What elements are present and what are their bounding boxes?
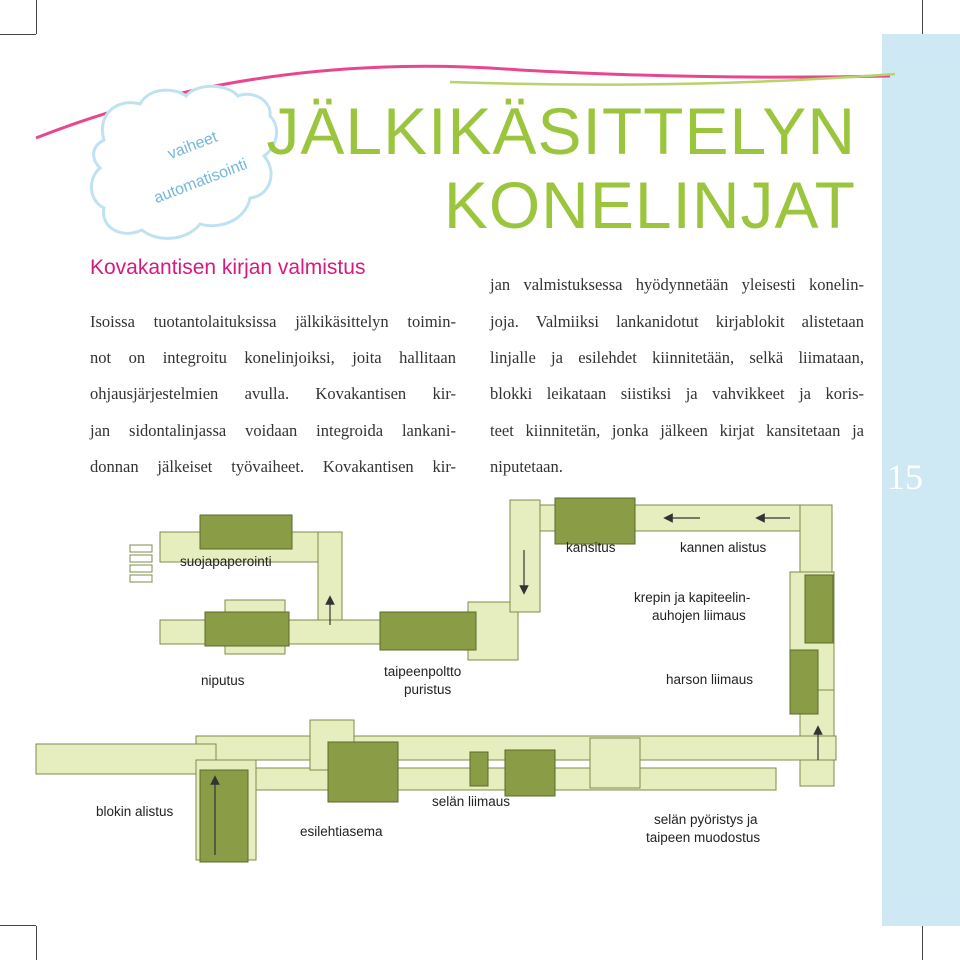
left-paragraph-line: jan sidontalinjassa voidaan integroida lankani- — [90, 421, 456, 440]
label-kannen-alistus: kannen alistus — [680, 540, 767, 555]
page-title-line2: KONELINJAT — [443, 168, 856, 242]
machine-harson-liimaus — [790, 650, 818, 714]
small-feed-plate — [130, 545, 152, 552]
conveyor-segment — [800, 505, 832, 580]
page-number: 15 — [887, 457, 923, 497]
label-taipeenpoltto: taipeenpoltto — [384, 664, 462, 679]
label-selan-pyoristys-line1: selän pyöristys ja — [654, 812, 758, 827]
label-esilehtiasema: esilehtiasema — [300, 824, 383, 839]
machine-blokin-alistus — [200, 770, 248, 862]
label-selan-pyoristys-line2: taipeen muodostus — [646, 830, 761, 845]
cloud-word-vaiheet: vaiheet — [165, 128, 220, 164]
right-paragraph-line: linjalle ja esilehdet kiinnitetään, selkä liimataan, — [490, 348, 864, 367]
label-suojapaperointi: suojapaperointi — [180, 554, 272, 569]
small-feed-plate — [130, 575, 152, 582]
label-krepin-line2: auhojen liimaus — [652, 608, 746, 623]
label-puristus: puristus — [404, 682, 452, 697]
left-paragraph-line: ohjausjärjestelmien avulla. Kovakantisen kir- — [90, 384, 456, 403]
machine-suojapaperointi — [200, 515, 292, 549]
right-paragraph-line: joja. Valmiiksi lankanidotut kirjablokit alistetaan — [490, 312, 864, 331]
left-paragraph-line: Isoissa tuotantolaituksissa jälkikäsittelyn toimin- — [90, 312, 456, 331]
small-feed-plate — [130, 565, 152, 572]
left-paragraph-line: not on integroitu konelinjoiksi, joita hallitaan — [90, 348, 456, 367]
machine-selan-liimaus-block — [470, 752, 488, 786]
machine-niputus — [205, 612, 289, 646]
conveyor-segment — [590, 738, 640, 788]
label-kansitus: kansitus — [566, 540, 616, 555]
label-harson-liimaus: harson liimaus — [666, 672, 754, 687]
machine-kansitus — [555, 498, 635, 544]
label-krepin-line1: krepin ja kapiteelin- — [634, 590, 751, 605]
label-niputus: niputus — [201, 673, 245, 688]
machine-pyoristys — [505, 750, 555, 796]
machine-esilehtiasema — [328, 742, 398, 802]
right-paragraph-line: blokki leikataan siistiksi ja vahvikkeet ja koris- — [490, 384, 864, 403]
label-selan-liimaus: selän liimaus — [432, 794, 511, 809]
small-feed-plate — [130, 555, 152, 562]
right-paragraph-line: niputetaan. — [490, 457, 563, 476]
cloud-word-automatisointi: automatisointi — [151, 155, 250, 208]
page-title-line1: JÄLKIKÄSITTELYN — [266, 94, 856, 168]
machine-krepin-liimaus — [805, 575, 833, 643]
left-paragraph-line: donnan jälkeiset työvaiheet. Kovakantisen kir- — [90, 457, 456, 476]
right-paragraph-line: jan valmistuksessa hyödynnetään yleisesti konelin- — [490, 275, 864, 294]
right-paragraph-line: teet kiinnitetän, jonka jälkeen kirjat kansitetaan ja — [490, 421, 864, 440]
section-heading: Kovakantisen kirjan valmistus — [90, 256, 366, 279]
machine-taipeenpoltto — [380, 612, 476, 650]
conveyor-segment — [510, 500, 540, 612]
label-blokin-alistus: blokin alistus — [96, 804, 174, 819]
conveyor-segment — [36, 744, 216, 774]
